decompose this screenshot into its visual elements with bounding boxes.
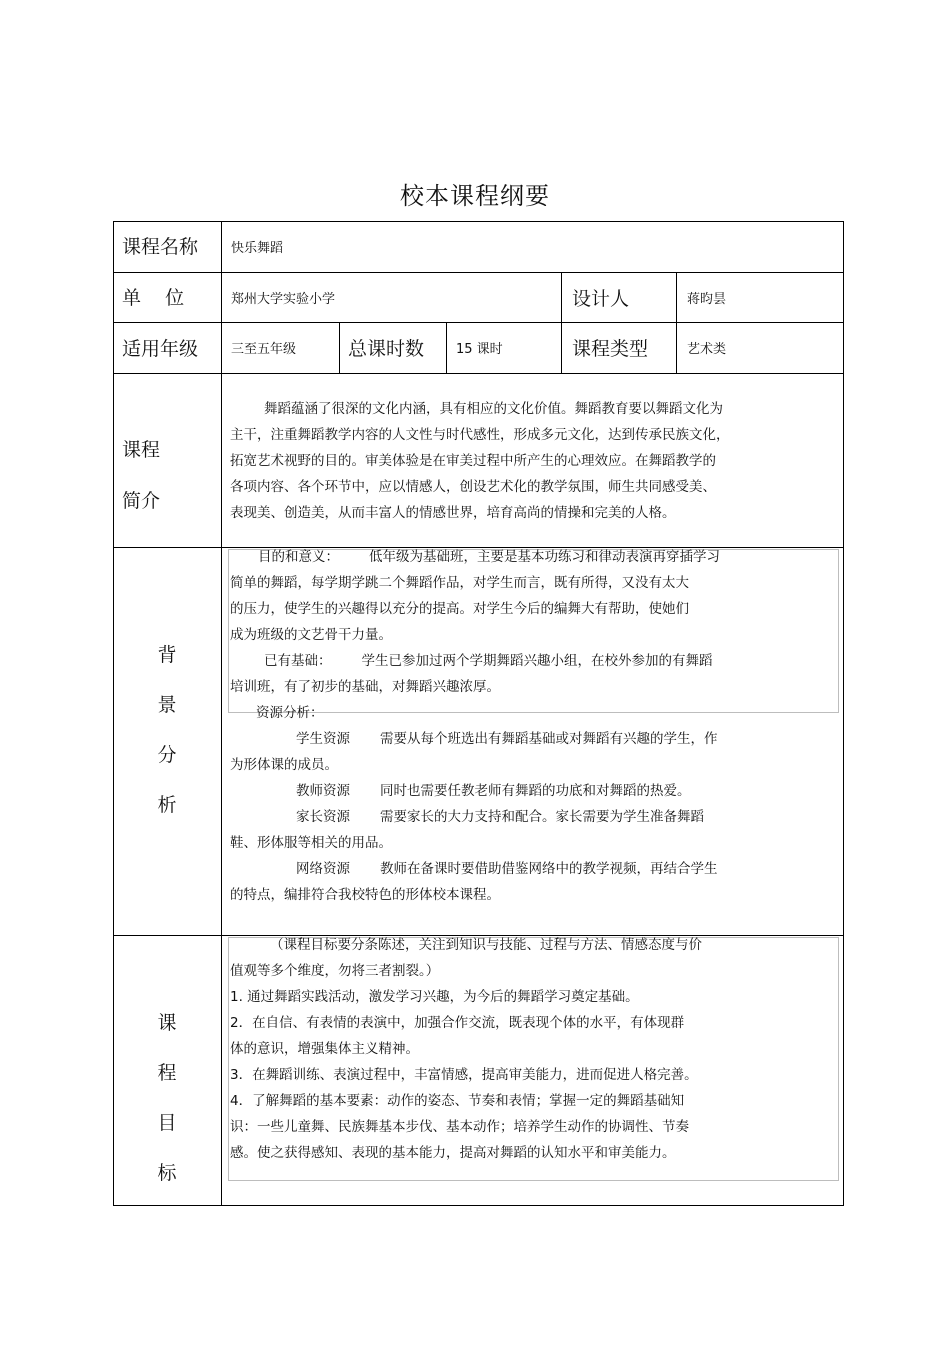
basis-line: 学生已参加过两个学期舞蹈兴趣小组，在校外参加的有舞蹈: [361, 653, 713, 669]
course-type-label: 课程类型: [572, 338, 649, 360]
label-column-divider: [221, 221, 222, 1206]
background-label-char: 分: [157, 744, 177, 766]
goals-line: 体的意识，增强集体主义精神。: [230, 1041, 419, 1057]
col-divider: [676, 272, 677, 373]
intro-line: 舞蹈蕴涵了很深的文化内涵，具有相应的文化价值。舞蹈教育要以舞蹈文化为: [264, 401, 723, 417]
col-divider: [561, 272, 562, 373]
intro-label-line2: 简介: [122, 490, 161, 512]
goals-label-char: 标: [157, 1162, 177, 1184]
purpose-label: 目的和意义：: [258, 549, 339, 565]
table-border-right: [843, 221, 844, 1206]
student-resource-line: 需要从每个班选出有舞蹈基础或对舞蹈有兴趣的学生，作: [380, 731, 718, 747]
goals-text: [230, 932, 835, 1166]
intro-text: [230, 396, 830, 526]
table-border-top: [113, 221, 844, 222]
col-divider: [446, 322, 447, 373]
background-label: [147, 630, 187, 830]
goals-label-char: 程: [157, 1062, 177, 1084]
table-border-left: [113, 221, 114, 1206]
intro-line: 各项内容、各个环节中，应以情感人，创设艺术化的教学氛围，师生共同感受美、: [230, 479, 716, 495]
row-divider: [113, 373, 844, 374]
purpose-line: 成为班级的文艺骨干力量。: [230, 627, 392, 643]
background-label-char: 背: [157, 644, 177, 666]
goals-line: 3．在舞蹈训练、表演过程中，丰富情感，提高审美能力，进而促进人格完善。: [230, 1067, 698, 1083]
goals-label-char: 课: [157, 1012, 177, 1034]
intro-line: 主干，注重舞蹈教学内容的人文性与时代感性，形成多元文化，达到传承民族文化，: [230, 427, 730, 443]
goals-line: 1. 通过舞蹈实践活动，激发学习兴趣，为今后的舞蹈学习奠定基础。: [230, 989, 639, 1005]
course-name-label: 课程名称: [122, 236, 199, 258]
goals-line: 4．了解舞蹈的基本要素：动作的姿态、节奏和表情；掌握一定的舞蹈基础知: [230, 1093, 685, 1109]
unit-value: 郑州大学实验小学: [231, 292, 336, 307]
network-resource-label: 网络资源: [296, 861, 350, 877]
parent-resource-line: 鞋、形体服等相关的用品。: [230, 835, 392, 851]
row-divider: [113, 322, 844, 323]
page-title: 校本课程纲要: [400, 182, 550, 210]
goals-line: 感。使之获得感知、表现的基本能力，提高对舞蹈的认知水平和审美能力。: [230, 1145, 676, 1161]
col-divider: [339, 322, 340, 373]
goals-label-char: 目: [157, 1112, 177, 1134]
course-type-value: 艺术类: [687, 342, 727, 357]
network-resource-line: 的特点，编排符合我校特色的形体校本课程。: [230, 887, 500, 903]
student-resource-label: 学生资源: [296, 731, 350, 747]
goals-line: 值观等多个维度，勿将三者割裂。）: [230, 963, 440, 979]
parent-resource-line: 需要家长的大力支持和配合。家长需要为学生准备舞蹈: [380, 809, 704, 825]
basis-label: 已有基础：: [264, 653, 332, 669]
teacher-resource-label: 教师资源: [296, 783, 350, 799]
parent-resource-label: 家长资源: [296, 809, 350, 825]
unit-label: 单 位: [122, 287, 185, 309]
row-divider: [113, 272, 844, 273]
teacher-resource-line: 同时也需要任教老师有舞蹈的功底和对舞蹈的热爱。: [380, 783, 691, 799]
resource-label: 资源分析：: [256, 705, 324, 721]
grade-value: 三至五年级: [231, 342, 297, 357]
grade-label: 适用年级: [122, 338, 199, 360]
network-resource-line: 教师在备课时要借助借鉴网络中的教学视频，再结合学生: [380, 861, 718, 877]
background-text: [230, 544, 830, 908]
basis-line: 培训班，有了初步的基础，对舞蹈兴趣浓厚。: [230, 679, 500, 695]
background-label-char: 析: [157, 794, 177, 816]
designer-label: 设计人: [572, 288, 630, 310]
designer-value: 蒋昀昙: [687, 292, 727, 307]
intro-line: 表现美、创造美，从而丰富人的情感世界，培育高尚的情操和完美的人格。: [230, 505, 676, 521]
table-border-bottom: [113, 1205, 844, 1206]
background-label-char: 景: [157, 694, 177, 716]
purpose-line: 的压力，使学生的兴趣得以充分的提高。对学生今后的编舞大有帮助，使她们: [230, 601, 689, 617]
goals-line: 识：一些儿童舞、民族舞基本步伐、基本动作；培养学生动作的协调性、节奏: [230, 1119, 689, 1135]
goals-label: [147, 998, 187, 1198]
total-hours-value: 15 课时: [456, 342, 503, 357]
purpose-line: 简单的舞蹈，每学期学跳二个舞蹈作品，对学生而言，既有所得，又没有太大: [230, 575, 689, 591]
intro-label-line1: 课程: [122, 439, 161, 461]
purpose-line: 低年级为基础班，主要是基本功练习和律动表演再穿插学习: [369, 549, 720, 565]
goals-line: 2．在自信、有表情的表演中，加强合作交流，既表现个体的水平，有体现群: [230, 1015, 685, 1031]
student-resource-line: 为形体课的成员。: [230, 757, 338, 773]
goals-line: （课程目标要分条陈述，关注到知识与技能、过程与方法、情感态度与价: [270, 937, 702, 953]
intro-line: 拓宽艺术视野的目的。审美体验是在审美过程中所产生的心理效应。在舞蹈教学的: [230, 453, 716, 469]
course-name-value: 快乐舞蹈: [231, 241, 284, 256]
total-hours-label: 总课时数: [348, 338, 425, 360]
